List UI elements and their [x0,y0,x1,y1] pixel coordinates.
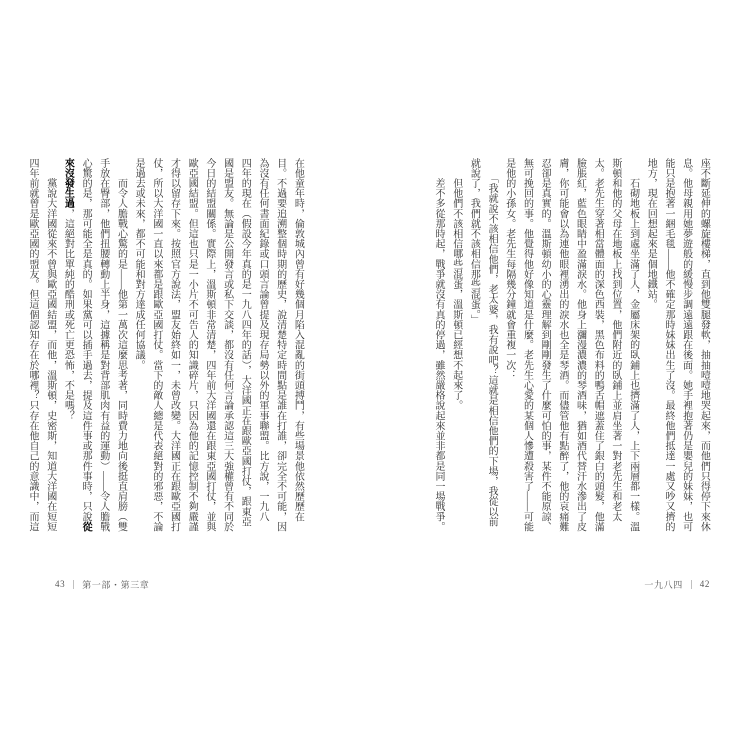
text-column [97,158,110,543]
body-text: 黨說大洋國從來不曾與歐亞國結盟，而他，溫斯頓，史密斯，知道大洋國在短短 [44,158,56,532]
text-column [503,158,516,543]
body-text: 仗，所以大洋國一直以來都是跟歐亞國打仗。當下的敵人總是代表絕對的邪惡，不論 [150,158,162,532]
body-text: 才得以留存下來。按照官方說法，盟友始終如一，未曾改變。大洋國正在跟歐亞國打 [168,158,180,532]
text-column [291,158,304,543]
text-column [538,158,551,543]
body-text: 四年前就曾是歐亞國的盟友。但這個認知存在於哪裡？只存在他自己的意識中，而這 [27,158,38,532]
emphasized-text: 來沒發生過 [62,158,74,209]
left-page-text [26,158,304,550]
text-column [556,158,569,543]
text-column [450,158,463,543]
text-column [680,158,693,543]
body-text: 歐亞國結盟。但這也只是一小片不可告人的知識碎片，只因為他的記憶控制不夠嚴謹 [186,158,198,532]
text-column [61,158,74,543]
book-title: 一九八四 [644,579,683,590]
body-text: 就說了，我們就不該相信那些混蛋。」 [468,158,480,325]
body-text: 四年的現在（假設今年真的是一九八四年的話），大洋國正在跟歐亞國打仗，跟東亞 [239,158,251,527]
text-column [26,158,39,543]
body-text: 是過去或未來，都不可能和對方達成任何協議。 [133,158,145,371]
body-text: 差不多從那時起，戰爭就沒有真的停過，雖然嚴格說起來並非都是同一場戰爭。 [433,158,444,532]
text-column [185,158,198,543]
body-text: 太。老先生穿著相當體面的深色西裝，黑色布料的鴨舌帽遮蓋住了銀白的頭髮，他滿 [592,158,604,532]
text-column [238,158,251,543]
footer-separator [691,580,692,589]
text-column [150,158,163,543]
body-text: 「我就說不該相信他們，老太婆，我有說吧？這就是相信他們的下場，我從以前 [486,158,498,527]
body-text: 臉脹紅，藍色眼睛中盈滿淚水。他身上瀰漫濃濃的琴酒味，猶如酒代替汗水滲出了皮 [574,158,586,532]
text-column [203,158,216,543]
body-text: 能只是抱著一綑毛毯——他不確定那時妹妹出生了沒。最終他們抵達一處又吵又擠的 [662,158,674,532]
body-text: 無可挽回的事。他覺得他好像知道是什麼。老先生心愛的某個人慘遭殺害了——可能 [521,158,533,532]
body-text: 心驚的是，那可能全是真的。如果黨可以插手過去，提及這件事或那件事時，只說 [80,158,92,522]
text-column [79,158,92,543]
body-text: 石砌地板上到處坐滿了人，金屬床架的臥鋪上也擠滿了人，上下兩層都一樣。溫 [627,158,639,532]
body-text: 目。不過要追溯整個時期的歷史，說清楚特定時間點是誰在打誰，卻完全不可能，因 [274,158,286,532]
body-text: 手放在臀部，他們扭腰轉動上半身，這據稱是對背部肌肉有益的運動）——令人膽戰 [97,158,109,532]
text-column [697,158,710,543]
text-column [467,158,480,543]
text-column [520,158,533,543]
body-text: 是他的小孫女。老先生每隔幾分鐘就會重複一次： [503,158,515,381]
body-text: ，這絕對比單純的酷刑或死亡更恐怖，不是嗎？ [62,208,74,421]
text-column [644,158,657,543]
text-column [662,158,675,543]
left-page-footer [55,577,149,591]
text-column [485,158,498,543]
text-column [168,158,181,543]
body-text: 今日的結盟關係。實際上，溫斯頓非常清楚，四年前大洋國還在跟東亞國打仗，並與 [203,158,215,532]
body-text: 國是盟友。無論是公開發言或私下交談，都沒有任何言論承認這三大強權曾有不同於 [221,158,233,532]
body-text: 斯頓和他的父母在地板上找到位置，他們附近的臥鋪上並肩坐著一對老先生和老太 [609,158,621,522]
text-column [627,158,640,543]
text-column [274,158,287,543]
left-page-number: 43 [55,579,66,589]
text-column [591,158,604,543]
body-text: 息。他母親用她夢遊般的緩慢步調遠遠跟在後面。她手裡抱著仍是嬰兒的妹妹，也可 [680,158,692,532]
body-text: 而令人膽戰心驚的是——他第一萬次這麼思考著，同時費力地向後挺直肩膀（雙 [115,158,127,532]
text-column [132,158,145,543]
right-page-text [432,158,710,550]
text-column [432,158,445,543]
body-text: 忍卻是真實的。溫斯頓幼小的心靈理解到剛剛發生了什麼可怕的事，某件不能原諒、 [539,158,551,532]
text-column [221,158,234,543]
text-column [256,158,269,543]
section-title: 第一部・第三章 [82,579,150,590]
body-text: 座不斷延伸的螺旋樓梯，直到他雙腿發軟，抽抽噎噎地哭起來，而他們只得停下來休 [698,158,710,532]
body-text: 在他童年時，倫敦城內曾有好幾個月陷入混亂的街頭搏鬥，有些場景他依然歷歷在 [292,158,304,522]
footer-separator [73,580,74,589]
body-text: 為沒有任何書面紀錄或口頭言論曾提及現存局勢以外的軍事聯盟。比方說，一九八 [256,158,268,522]
right-page-number: 42 [699,579,710,589]
text-column [114,158,127,543]
emphasized-text: 從 [80,521,92,532]
right-page-footer [644,577,710,591]
text-column [574,158,587,543]
text-column [44,158,57,543]
body-text: 但他們不該相信哪些混蛋，溫斯頓已經想不起來了。 [450,158,462,411]
body-text: 膚，你可能會以為連他眼裡湧出的淚水也全是琴酒。而儘管他有點醉了，他的哀痛難 [556,158,568,532]
text-column [609,158,622,543]
body-text: 地方，現在回想起來是個地鐵站。 [645,158,657,310]
